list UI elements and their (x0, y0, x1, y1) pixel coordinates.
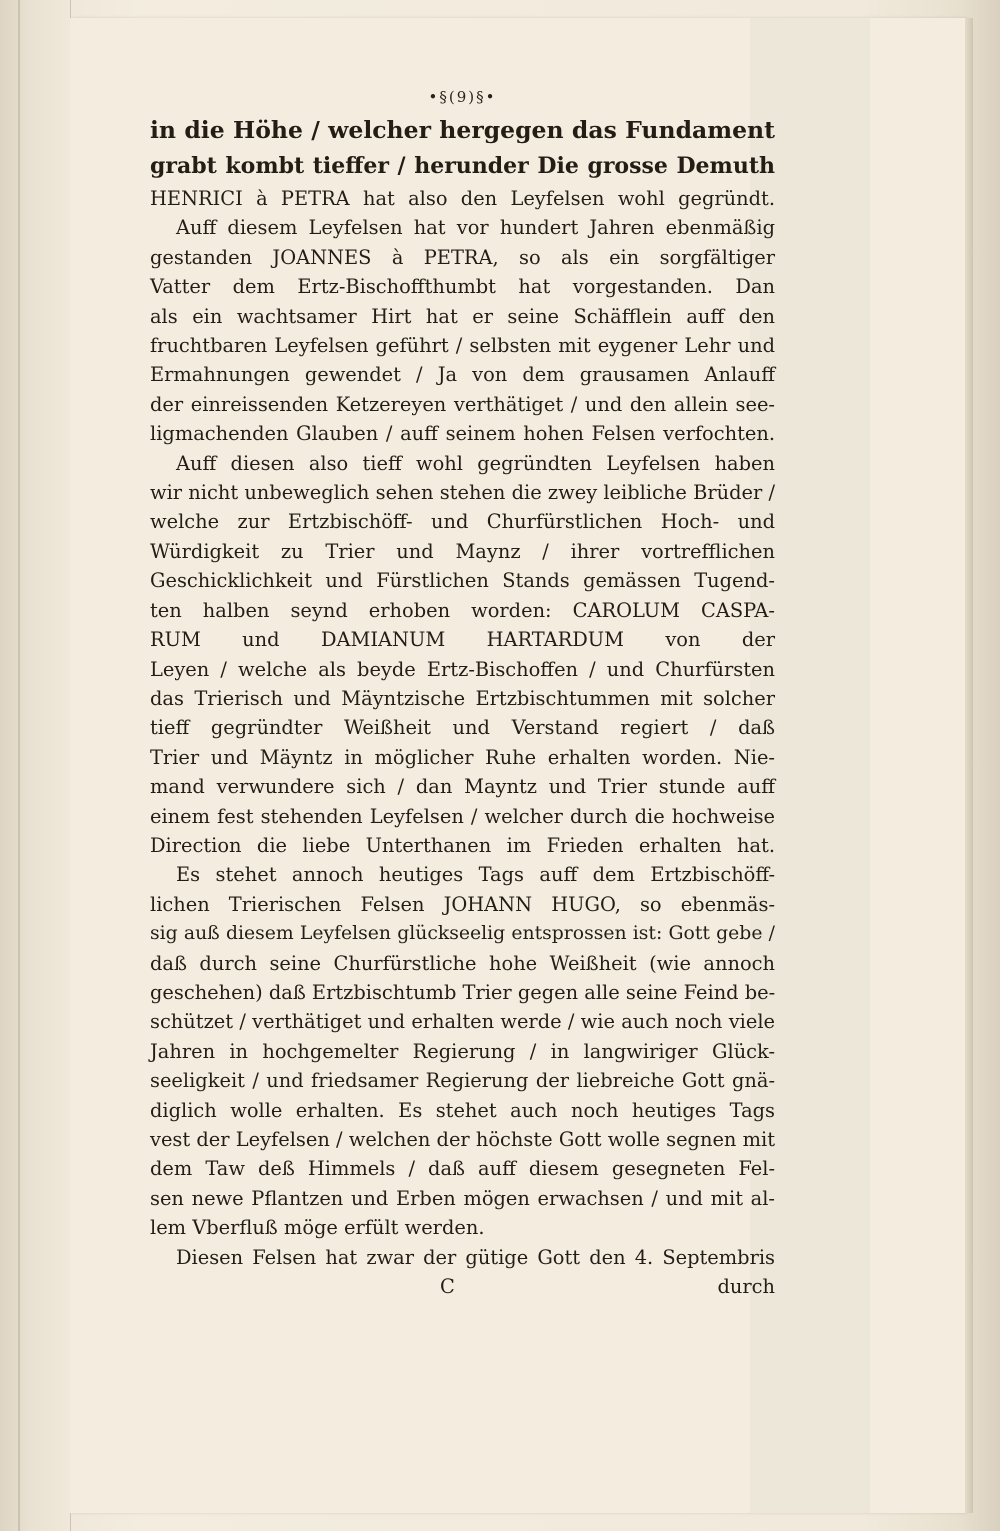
text-line: lichen Trierischen Felsen JOHANN HUGO, so ebenmäs- (150, 892, 775, 916)
text-line: Leyen / welche als beyde Ertz-Bischoffen / und Churfürsten (150, 657, 775, 681)
text-line: sig auß diesem Leyfelsen glückseelig entsprossen ist: Gott gebe / (150, 923, 775, 945)
text-line: daß durch seine Churfürstliche hohe Weißheit (wie annoch (150, 951, 775, 975)
text-line: Vatter dem Ertz-Bischoffthumbt hat vorgestanden. Dan (150, 275, 775, 299)
text-line: wir nicht unbeweglich sehen stehen die zwey leibliche Brüder / (150, 481, 775, 505)
text-line: Auff diesen also tieff wohl gegründten Leyfelsen haben (176, 451, 775, 475)
book-gutter (0, 0, 71, 1531)
text-line: tieff gegründter Weißheit und Verstand regiert / daß (150, 716, 775, 740)
text-line: Jahren in hochgemelter Regierung / in langwiriger Glück- (150, 1039, 775, 1063)
text-line: fruchtbaren Leyfelsen geführt / selbsten mit eygener Lehr und (150, 334, 775, 358)
text-line: Diesen Felsen hat zwar der gütige Gott den 4. Septembris (176, 1245, 775, 1269)
text-line: sen newe Pflantzen und Erben mögen erwachsen / und mit al- (150, 1186, 775, 1210)
text-line: Würdigkeit zu Trier und Maynz / ihrer vortrefflichen (150, 539, 775, 563)
text-line: der einreissenden Ketzereyen verthätiget / und den allein see- (150, 392, 775, 416)
text-line: Auff diesem Leyfelsen hat vor hundert Jahren ebenmäßig (176, 216, 775, 240)
heading-line: grabt kombt tieffer / herunder Die grosse Demuth (150, 153, 775, 179)
heading-line: in die Höhe / welcher hergegen das Fundament (150, 116, 775, 144)
text-line: ten halben seynd erhoben worden: CAROLUM CASPA- (150, 598, 775, 622)
text-line: vest der Leyfelsen / welchen der höchste Gott wolle segnen mit (150, 1128, 775, 1151)
signature-row (150, 1272, 775, 1302)
text-line: HENRICI à PETRA hat also den Leyfelsen wohl gegründt. (150, 187, 775, 210)
text-line: als ein wachtsamer Hirt hat er seine Schäfflein auff den (150, 304, 775, 328)
text-line: Es stehet annoch heutiges Tags auff dem Ertzbischöff- (176, 863, 775, 887)
signature-mark: C (440, 1275, 455, 1299)
page-edge (965, 18, 973, 1513)
catchword: durch (717, 1275, 775, 1299)
gutter-line (18, 0, 20, 1531)
text-line: Direction die liebe Unterthanen im Frieden erhalten hat. (150, 833, 775, 857)
text-line: einem fest stehenden Leyfelsen / welcher durch die hochweise (150, 804, 775, 828)
page-text (150, 88, 775, 1302)
page-number-header: •§(9)§• (428, 88, 497, 106)
text-line: mand verwundere sich / dan Mayntz und Trier stunde auff (150, 775, 775, 799)
text-line: diglich wolle erhalten. Es stehet auch noch heutiges Tags (150, 1098, 775, 1122)
text-line: das Trierisch und Mäyntzische Ertzbischtummen mit solcher (150, 686, 775, 710)
text-line: Geschicklichkeit und Fürstlichen Stands gemässen Tugend- (150, 569, 775, 593)
book-page (70, 18, 965, 1513)
text-line: Ermahnungen gewendet / Ja von dem grausamen Anlauff (150, 363, 775, 387)
text-line: Trier und Mäyntz in möglicher Ruhe erhalten worden. Nie- (150, 745, 775, 769)
text-line: dem Taw deß Himmels / daß auff diesem gesegneten Fel- (150, 1157, 775, 1181)
text-line: gestanden JOANNES à PETRA, so als ein sorgfältiger (150, 245, 775, 269)
text-line: ligmachenden Glauben / auff seinem hohen Felsen verfochten. (150, 422, 775, 446)
text-line: schützet / verthätiget und erhalten werde / wie auch noch viele (150, 1010, 775, 1034)
text-line: seeligkeit / und friedsamer Regierung der liebreiche Gott gnä- (150, 1069, 775, 1093)
text-line: welche zur Ertzbischöff- und Churfürstlichen Hoch- und (150, 510, 775, 534)
text-line: geschehen) daß Ertzbischtumb Trier gegen alle seine Feind be- (150, 980, 776, 1004)
text-line: lem Vberfluß möge erfült werden. (150, 1216, 485, 1240)
text-line: RUM und DAMIANUM HARTARDUM von der (150, 628, 775, 652)
